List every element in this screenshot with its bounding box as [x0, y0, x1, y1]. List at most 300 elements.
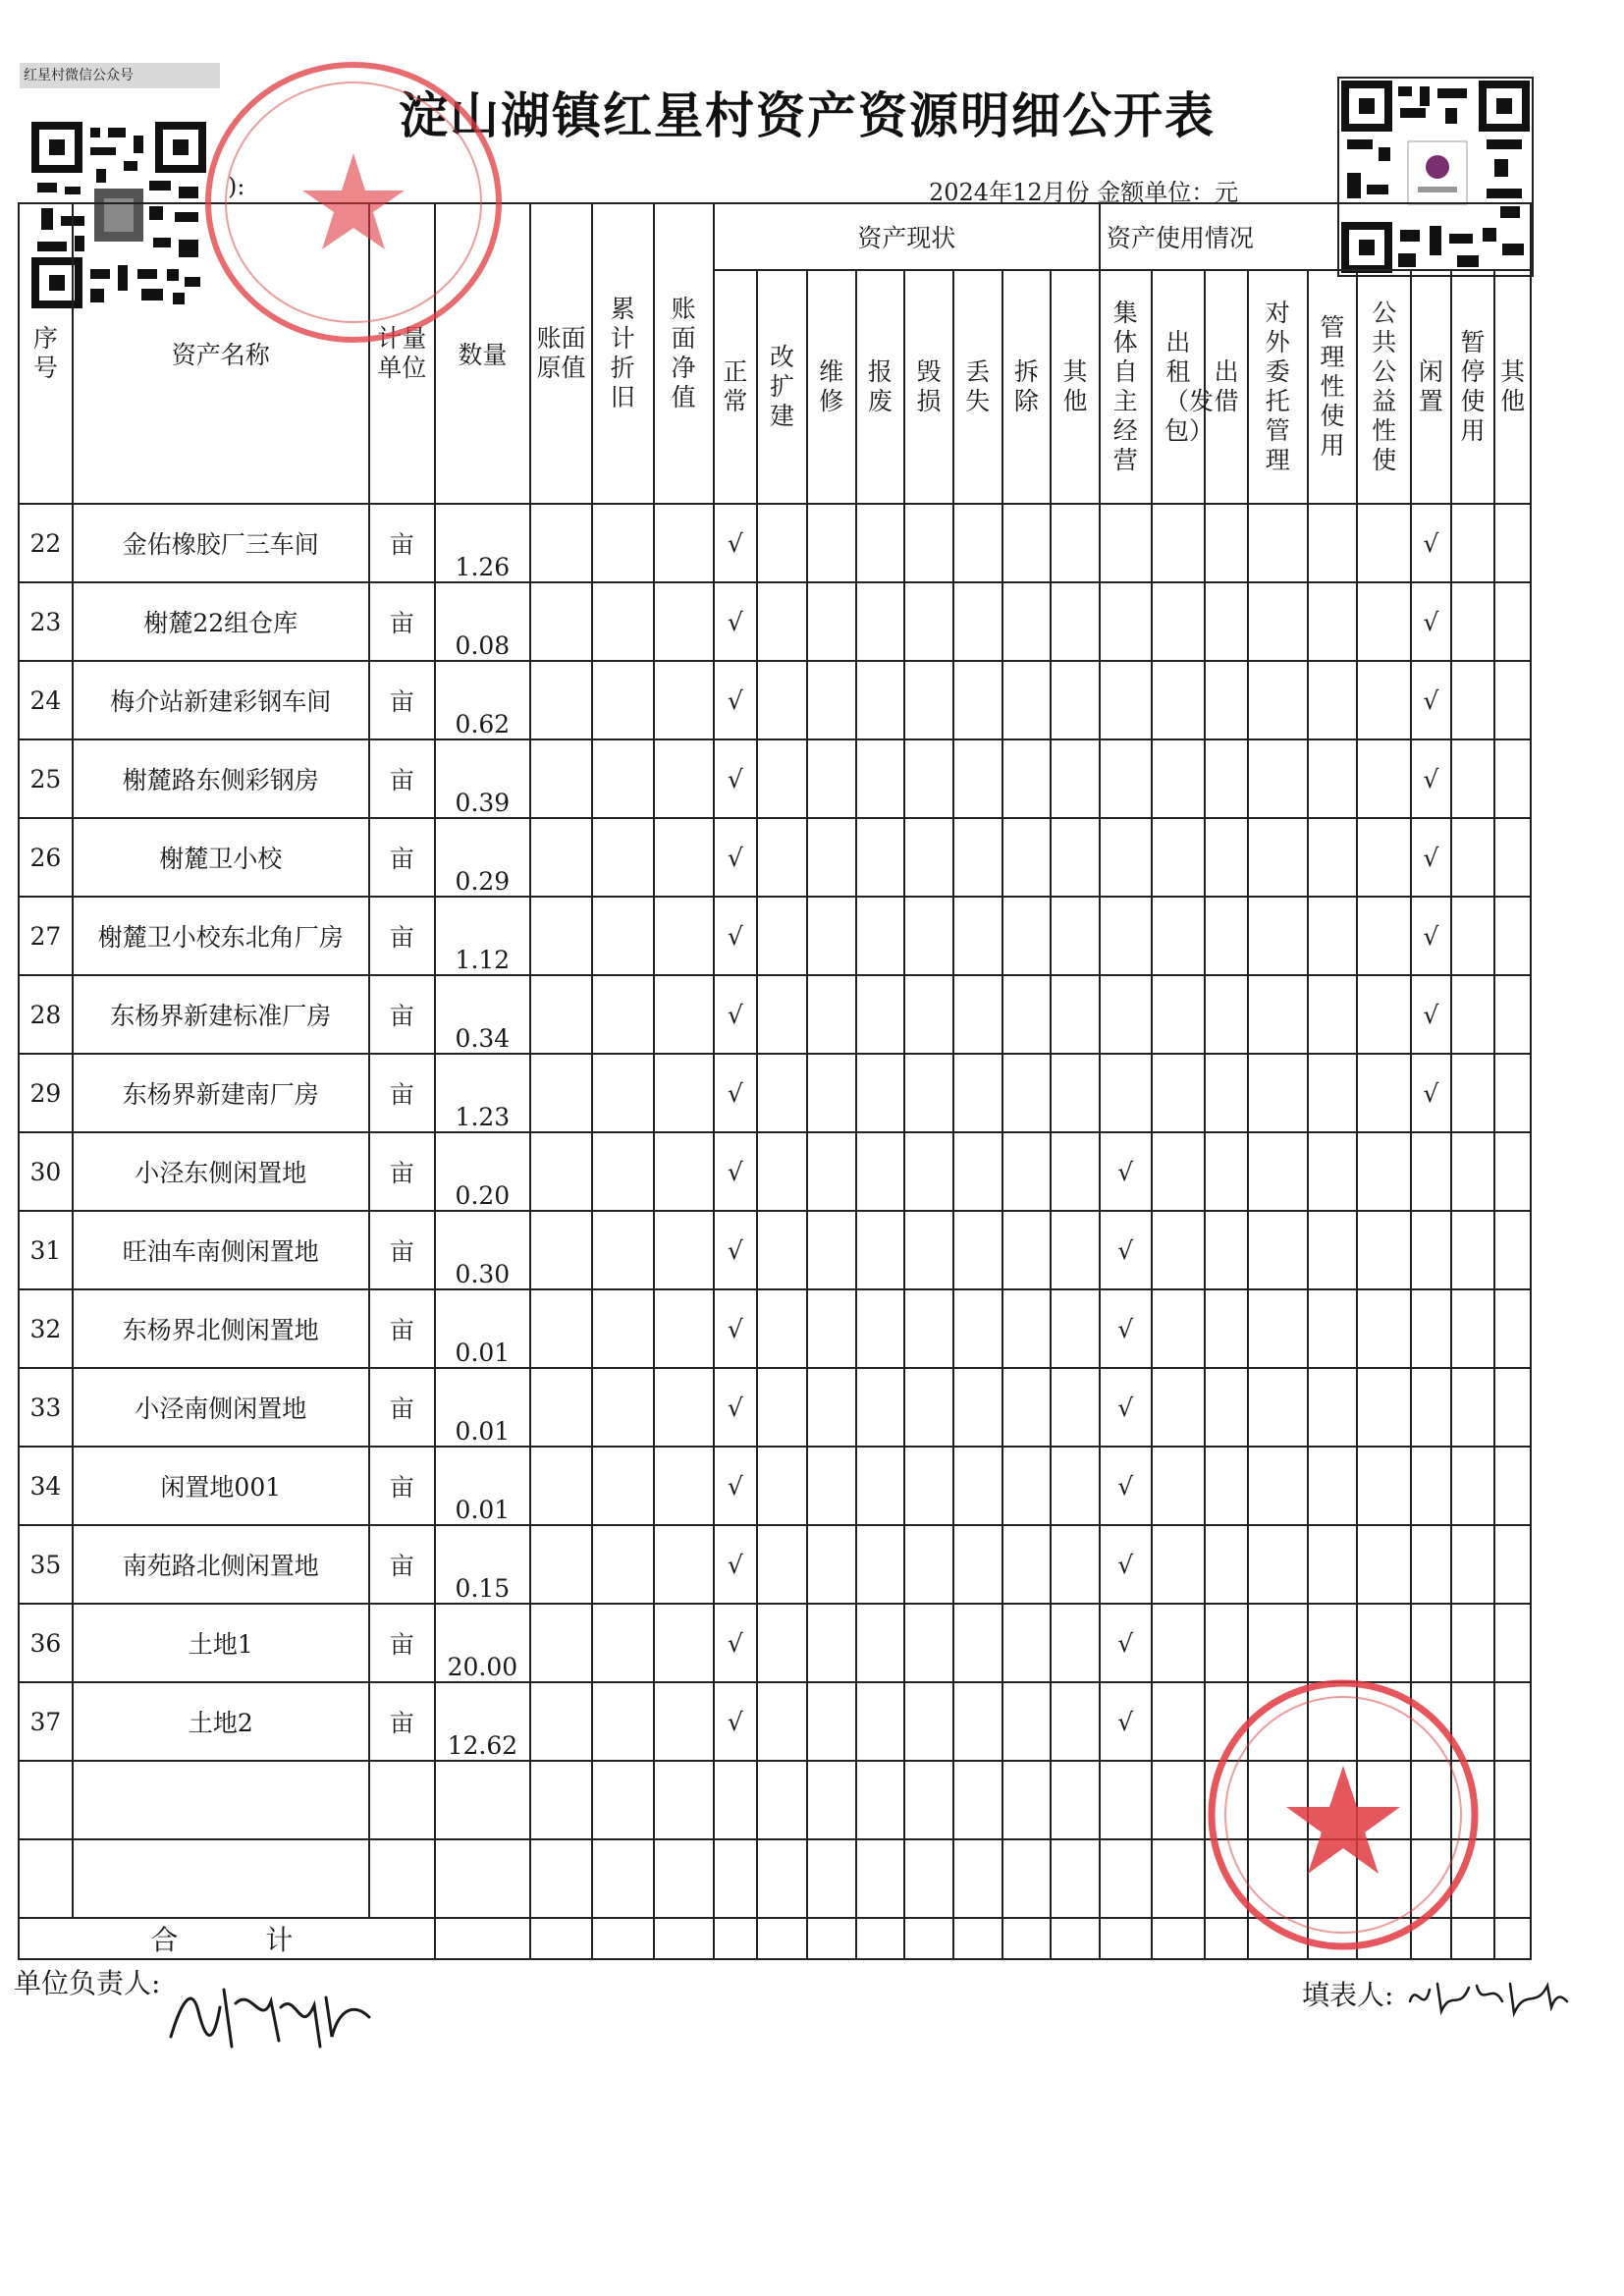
- status-cell: [757, 661, 807, 739]
- status-cell: [1051, 1682, 1100, 1761]
- table-row: [19, 1604, 1531, 1682]
- status-cell: [1051, 1447, 1100, 1525]
- usage-cell: [1451, 975, 1495, 1054]
- original-value-cell: [530, 1368, 592, 1447]
- empty-cell: [757, 1761, 807, 1839]
- status-cell: [904, 661, 953, 739]
- usage-self-operated-cell: [1100, 975, 1152, 1054]
- table-row: [19, 1368, 1531, 1447]
- status-cell: [1002, 975, 1052, 1054]
- status-cell: [904, 1132, 953, 1211]
- unit-cell: 亩: [369, 975, 435, 1054]
- depreciation-cell: [592, 1211, 654, 1289]
- status-cell: [1002, 504, 1052, 582]
- quantity-cell: 1.26: [435, 504, 530, 582]
- usage-cell: [1152, 1211, 1206, 1289]
- status-cell: [856, 1054, 905, 1132]
- usage-self-operated-cell: [1100, 504, 1152, 582]
- unit-cell: 亩: [369, 1447, 435, 1525]
- usage-cell: [1248, 1132, 1308, 1211]
- status-cell: [953, 1289, 1002, 1368]
- empty-cell: [856, 1839, 905, 1918]
- status-cell: [807, 975, 856, 1054]
- usage-cell: [1205, 897, 1248, 975]
- empty-cell: [369, 1839, 435, 1918]
- usage-cell: [1205, 504, 1248, 582]
- status-cell: [807, 1368, 856, 1447]
- status-normal-cell: √: [714, 1682, 758, 1761]
- asset-name-cell: 小泾东侧闲置地: [73, 1132, 369, 1211]
- status-normal-cell: √: [714, 1289, 758, 1368]
- usage-cell: [1357, 897, 1411, 975]
- unit-cell: 亩: [369, 1604, 435, 1682]
- table-row: [19, 1447, 1531, 1525]
- table-row: [19, 1054, 1531, 1132]
- unit-cell: 亩: [369, 739, 435, 818]
- usage-cell: [1494, 661, 1531, 739]
- usage-cell: [1205, 582, 1248, 661]
- usage-cell: [1152, 1132, 1206, 1211]
- status-cell: [856, 1604, 905, 1682]
- depreciation-cell: [592, 1447, 654, 1525]
- status-cell: [1002, 1289, 1052, 1368]
- status-cell: [807, 582, 856, 661]
- usage-cell: [1357, 1447, 1411, 1525]
- usage-cell: [1308, 1604, 1358, 1682]
- status-cell: [1002, 661, 1052, 739]
- empty-cell: [1051, 1839, 1100, 1918]
- header-status-1: 改扩建: [757, 270, 807, 504]
- usage-cell: [1248, 504, 1308, 582]
- table-row: [19, 1211, 1531, 1289]
- usage-self-operated-cell: [1100, 897, 1152, 975]
- usage-cell: [1451, 739, 1495, 818]
- empty-cell: [1002, 1761, 1052, 1839]
- status-cell: [904, 1054, 953, 1132]
- unit-cell: 亩: [369, 582, 435, 661]
- empty-cell: [714, 1761, 758, 1839]
- status-cell: [1002, 1211, 1052, 1289]
- total-cell: [807, 1918, 856, 1959]
- usage-cell: [1205, 1604, 1248, 1682]
- empty-cell: [530, 1761, 592, 1839]
- usage-cell: [1494, 818, 1531, 897]
- usage-cell: [1205, 1525, 1248, 1604]
- table-row: [19, 1289, 1531, 1368]
- period-and-unit: 2024年12月份 金额单位：元: [929, 179, 1239, 206]
- status-cell: [757, 897, 807, 975]
- usage-cell: [1451, 1211, 1495, 1289]
- usage-cell: [1494, 1604, 1531, 1682]
- status-cell: [757, 504, 807, 582]
- usage-cell: [1205, 1211, 1248, 1289]
- quantity-cell: 0.29: [435, 818, 530, 897]
- usage-cell: [1357, 1604, 1411, 1682]
- depreciation-cell: [592, 1132, 654, 1211]
- empty-cell: [19, 1839, 73, 1918]
- status-normal-cell: √: [714, 661, 758, 739]
- seq-cell: 23: [19, 582, 73, 661]
- usage-cell: [1308, 1132, 1358, 1211]
- village-committee-seal: [196, 55, 511, 350]
- usage-cell: [1248, 897, 1308, 975]
- seq-cell: 22: [19, 504, 73, 582]
- total-cell: [1051, 1918, 1100, 1959]
- usage-self-operated-cell: [1100, 818, 1152, 897]
- asset-name-cell: 梅介站新建彩钢车间: [73, 661, 369, 739]
- depreciation-cell: [592, 1368, 654, 1447]
- usage-cell: [1308, 661, 1358, 739]
- table-row: [19, 504, 1531, 582]
- header-status-6: 拆除: [1002, 270, 1052, 504]
- status-cell: [807, 818, 856, 897]
- asset-name-cell: 闲置地001: [73, 1447, 369, 1525]
- net-value-cell: [654, 975, 714, 1054]
- usage-cell: [1248, 582, 1308, 661]
- usage-cell: [1152, 1682, 1206, 1761]
- empty-cell: [856, 1761, 905, 1839]
- header-seq: 序号: [19, 203, 73, 504]
- depreciation-cell: [592, 1525, 654, 1604]
- status-normal-cell: √: [714, 1368, 758, 1447]
- usage-cell: [1308, 1368, 1358, 1447]
- usage-cell: [1248, 1447, 1308, 1525]
- usage-idle-cell: [1411, 1447, 1451, 1525]
- usage-cell: [1152, 1525, 1206, 1604]
- usage-idle-cell: √: [1411, 975, 1451, 1054]
- status-cell: [807, 1289, 856, 1368]
- usage-cell: [1205, 1132, 1248, 1211]
- status-cell: [757, 582, 807, 661]
- empty-cell: [953, 1839, 1002, 1918]
- seq-cell: 32: [19, 1289, 73, 1368]
- asset-name-cell: 小泾南侧闲置地: [73, 1368, 369, 1447]
- usage-cell: [1494, 739, 1531, 818]
- table-row: [19, 818, 1531, 897]
- empty-cell: [435, 1761, 530, 1839]
- table-row: [19, 739, 1531, 818]
- status-cell: [807, 1132, 856, 1211]
- table-row: [19, 975, 1531, 1054]
- net-value-cell: [654, 1289, 714, 1368]
- header-original-value: 账面原值: [530, 203, 592, 504]
- header-usage-8: 其他: [1494, 270, 1531, 504]
- quantity-cell: 0.15: [435, 1525, 530, 1604]
- empty-cell: [1100, 1761, 1152, 1839]
- asset-name-cell: 旺油车南侧闲置地: [73, 1211, 369, 1289]
- total-cell: [1152, 1918, 1206, 1959]
- status-cell: [807, 1604, 856, 1682]
- seq-cell: 36: [19, 1604, 73, 1682]
- empty-cell: [1051, 1761, 1100, 1839]
- header-status-3: 报废: [856, 270, 905, 504]
- depreciation-cell: [592, 582, 654, 661]
- quantity-cell: 0.30: [435, 1211, 530, 1289]
- header-status-5: 丢失: [953, 270, 1002, 504]
- header-usage-5: 公共公益性使: [1357, 270, 1411, 504]
- status-cell: [953, 818, 1002, 897]
- net-value-cell: [654, 1447, 714, 1525]
- usage-cell: [1152, 1054, 1206, 1132]
- status-cell: [953, 1054, 1002, 1132]
- original-value-cell: [530, 1289, 592, 1368]
- status-cell: [904, 1211, 953, 1289]
- usage-cell: [1494, 1132, 1531, 1211]
- status-cell: [904, 1525, 953, 1604]
- usage-cell: [1357, 504, 1411, 582]
- net-value-cell: [654, 1604, 714, 1682]
- usage-idle-cell: √: [1411, 897, 1451, 975]
- status-cell: [807, 1211, 856, 1289]
- usage-cell: [1205, 1447, 1248, 1525]
- status-cell: [1051, 975, 1100, 1054]
- total-cell: [592, 1918, 654, 1959]
- empty-cell: [73, 1761, 369, 1839]
- usage-cell: [1205, 975, 1248, 1054]
- status-cell: [1051, 1054, 1100, 1132]
- usage-cell: [1152, 504, 1206, 582]
- status-normal-cell: √: [714, 504, 758, 582]
- total-cell: [530, 1918, 592, 1959]
- status-normal-cell: √: [714, 818, 758, 897]
- original-value-cell: [530, 504, 592, 582]
- usage-cell: [1451, 582, 1495, 661]
- status-cell: [953, 739, 1002, 818]
- status-cell: [1051, 897, 1100, 975]
- usage-cell: [1248, 1211, 1308, 1289]
- original-value-cell: [530, 1447, 592, 1525]
- status-cell: [953, 1132, 1002, 1211]
- usage-cell: [1357, 818, 1411, 897]
- net-value-cell: [654, 582, 714, 661]
- table-row: [19, 582, 1531, 661]
- usage-cell: [1308, 897, 1358, 975]
- usage-cell: [1494, 582, 1531, 661]
- usage-cell: [1451, 1604, 1495, 1682]
- seq-cell: 31: [19, 1211, 73, 1289]
- usage-cell: [1248, 739, 1308, 818]
- header-name: 资产名称: [73, 203, 369, 504]
- status-cell: [807, 504, 856, 582]
- usage-cell: [1308, 504, 1358, 582]
- status-cell: [856, 897, 905, 975]
- status-cell: [757, 739, 807, 818]
- status-cell: [953, 1368, 1002, 1447]
- status-cell: [953, 661, 1002, 739]
- empty-cell: [1152, 1761, 1206, 1839]
- usage-cell: [1205, 818, 1248, 897]
- usage-cell: [1248, 1525, 1308, 1604]
- unit-cell: 亩: [369, 818, 435, 897]
- usage-self-operated-cell: √: [1100, 1211, 1152, 1289]
- net-value-cell: [654, 897, 714, 975]
- unit-cell: 亩: [369, 1211, 435, 1289]
- status-cell: [856, 1132, 905, 1211]
- status-cell: [856, 661, 905, 739]
- usage-cell: [1205, 1289, 1248, 1368]
- total-cell: [856, 1918, 905, 1959]
- seq-cell: 29: [19, 1054, 73, 1132]
- usage-cell: [1494, 1525, 1531, 1604]
- responsible-person-label: 单位负责人:: [14, 1967, 161, 1999]
- original-value-cell: [530, 1132, 592, 1211]
- seq-cell: 33: [19, 1368, 73, 1447]
- header-usage-4: 管理性使用: [1308, 270, 1358, 504]
- header-usage-2: 出借: [1205, 270, 1248, 504]
- header-asset-status: 资产现状: [714, 203, 1100, 270]
- usage-cell: [1494, 1447, 1531, 1525]
- original-value-cell: [530, 661, 592, 739]
- status-cell: [953, 1604, 1002, 1682]
- empty-cell: [807, 1839, 856, 1918]
- empty-cell: [714, 1839, 758, 1918]
- status-cell: [856, 1447, 905, 1525]
- net-value-cell: [654, 1525, 714, 1604]
- collective-economic-seal: [1204, 1675, 1483, 1954]
- usage-cell: [1248, 975, 1308, 1054]
- usage-cell: [1494, 975, 1531, 1054]
- header-accumulated-depreciation: 累计折旧: [592, 203, 654, 504]
- usage-self-operated-cell: √: [1100, 1682, 1152, 1761]
- usage-cell: [1152, 1289, 1206, 1368]
- depreciation-cell: [592, 975, 654, 1054]
- status-cell: [953, 1211, 1002, 1289]
- seq-cell: 28: [19, 975, 73, 1054]
- asset-name-cell: 榭麓22组仓库: [73, 582, 369, 661]
- quantity-cell: 1.12: [435, 897, 530, 975]
- original-value-cell: [530, 1525, 592, 1604]
- usage-cell: [1152, 661, 1206, 739]
- usage-cell: [1205, 661, 1248, 739]
- asset-name-cell: 东杨界新建标准厂房: [73, 975, 369, 1054]
- usage-cell: [1308, 739, 1358, 818]
- usage-idle-cell: [1411, 1525, 1451, 1604]
- original-value-cell: [530, 818, 592, 897]
- original-value-cell: [530, 975, 592, 1054]
- table-row: [19, 1525, 1531, 1604]
- depreciation-cell: [592, 1289, 654, 1368]
- depreciation-cell: [592, 818, 654, 897]
- net-value-cell: [654, 504, 714, 582]
- quantity-cell: 1.23: [435, 1054, 530, 1132]
- status-cell: [1051, 1211, 1100, 1289]
- usage-cell: [1248, 1368, 1308, 1447]
- seq-cell: 34: [19, 1447, 73, 1525]
- empty-cell: [1152, 1839, 1206, 1918]
- usage-cell: [1451, 1368, 1495, 1447]
- status-cell: [856, 739, 905, 818]
- usage-cell: [1451, 1054, 1495, 1132]
- header-unit: 计量单位: [369, 203, 435, 504]
- form-filler-signature: [1404, 1972, 1571, 2021]
- empty-cell: [1100, 1839, 1152, 1918]
- status-cell: [904, 897, 953, 975]
- status-cell: [856, 975, 905, 1054]
- header-usage-7: 暂停使用: [1451, 270, 1495, 504]
- usage-self-operated-cell: √: [1100, 1132, 1152, 1211]
- status-cell: [757, 1289, 807, 1368]
- usage-cell: [1152, 975, 1206, 1054]
- status-cell: [856, 818, 905, 897]
- usage-idle-cell: √: [1411, 504, 1451, 582]
- status-cell: [807, 1054, 856, 1132]
- usage-self-operated-cell: √: [1100, 1604, 1152, 1682]
- asset-name-cell: 金佑橡胶厂三车间: [73, 504, 369, 582]
- status-cell: [1051, 1525, 1100, 1604]
- empty-cell: [904, 1761, 953, 1839]
- header-usage-1: 出租（发包）: [1152, 270, 1206, 504]
- seq-cell: 25: [19, 739, 73, 818]
- depreciation-cell: [592, 1054, 654, 1132]
- usage-self-operated-cell: [1100, 661, 1152, 739]
- usage-cell: [1494, 1682, 1531, 1761]
- usage-self-operated-cell: [1100, 582, 1152, 661]
- status-cell: [953, 897, 1002, 975]
- usage-cell: [1308, 1289, 1358, 1368]
- status-normal-cell: √: [714, 1211, 758, 1289]
- status-cell: [1051, 582, 1100, 661]
- empty-cell: [757, 1839, 807, 1918]
- header-usage-0: 集体自主经营: [1100, 270, 1152, 504]
- status-cell: [757, 818, 807, 897]
- depreciation-cell: [592, 897, 654, 975]
- original-value-cell: [530, 897, 592, 975]
- status-cell: [1002, 739, 1052, 818]
- status-cell: [904, 504, 953, 582]
- status-cell: [856, 504, 905, 582]
- status-normal-cell: √: [714, 1525, 758, 1604]
- quantity-cell: 12.62: [435, 1682, 530, 1761]
- usage-idle-cell: [1411, 1604, 1451, 1682]
- total-cell: [904, 1918, 953, 1959]
- table-row: [19, 897, 1531, 975]
- usage-cell: [1357, 1132, 1411, 1211]
- usage-idle-cell: √: [1411, 1054, 1451, 1132]
- status-cell: [757, 1054, 807, 1132]
- status-cell: [856, 582, 905, 661]
- original-value-cell: [530, 1682, 592, 1761]
- usage-self-operated-cell: √: [1100, 1525, 1152, 1604]
- empty-cell: [654, 1839, 714, 1918]
- total-cell: [1100, 1918, 1152, 1959]
- header-status-2: 维修: [807, 270, 856, 504]
- status-cell: [1051, 661, 1100, 739]
- total-cell: [1494, 1918, 1531, 1959]
- header-status-0: 正常: [714, 270, 758, 504]
- unit-cell: 亩: [369, 661, 435, 739]
- net-value-cell: [654, 1682, 714, 1761]
- original-value-cell: [530, 739, 592, 818]
- usage-cell: [1357, 1525, 1411, 1604]
- total-cell: [757, 1918, 807, 1959]
- usage-cell: [1308, 1525, 1358, 1604]
- usage-idle-cell: [1411, 1211, 1451, 1289]
- status-cell: [953, 1525, 1002, 1604]
- header-usage-6: 闲置: [1411, 270, 1451, 504]
- original-value-cell: [530, 1054, 592, 1132]
- status-cell: [757, 1211, 807, 1289]
- usage-self-operated-cell: √: [1100, 1368, 1152, 1447]
- usage-cell: [1451, 818, 1495, 897]
- header-qty: 数量: [435, 203, 530, 504]
- empty-cell: [592, 1761, 654, 1839]
- usage-cell: [1494, 1368, 1531, 1447]
- net-value-cell: [654, 739, 714, 818]
- status-cell: [807, 897, 856, 975]
- usage-cell: [1308, 1054, 1358, 1132]
- seq-cell: 30: [19, 1132, 73, 1211]
- header-net-value: 账面净值: [654, 203, 714, 504]
